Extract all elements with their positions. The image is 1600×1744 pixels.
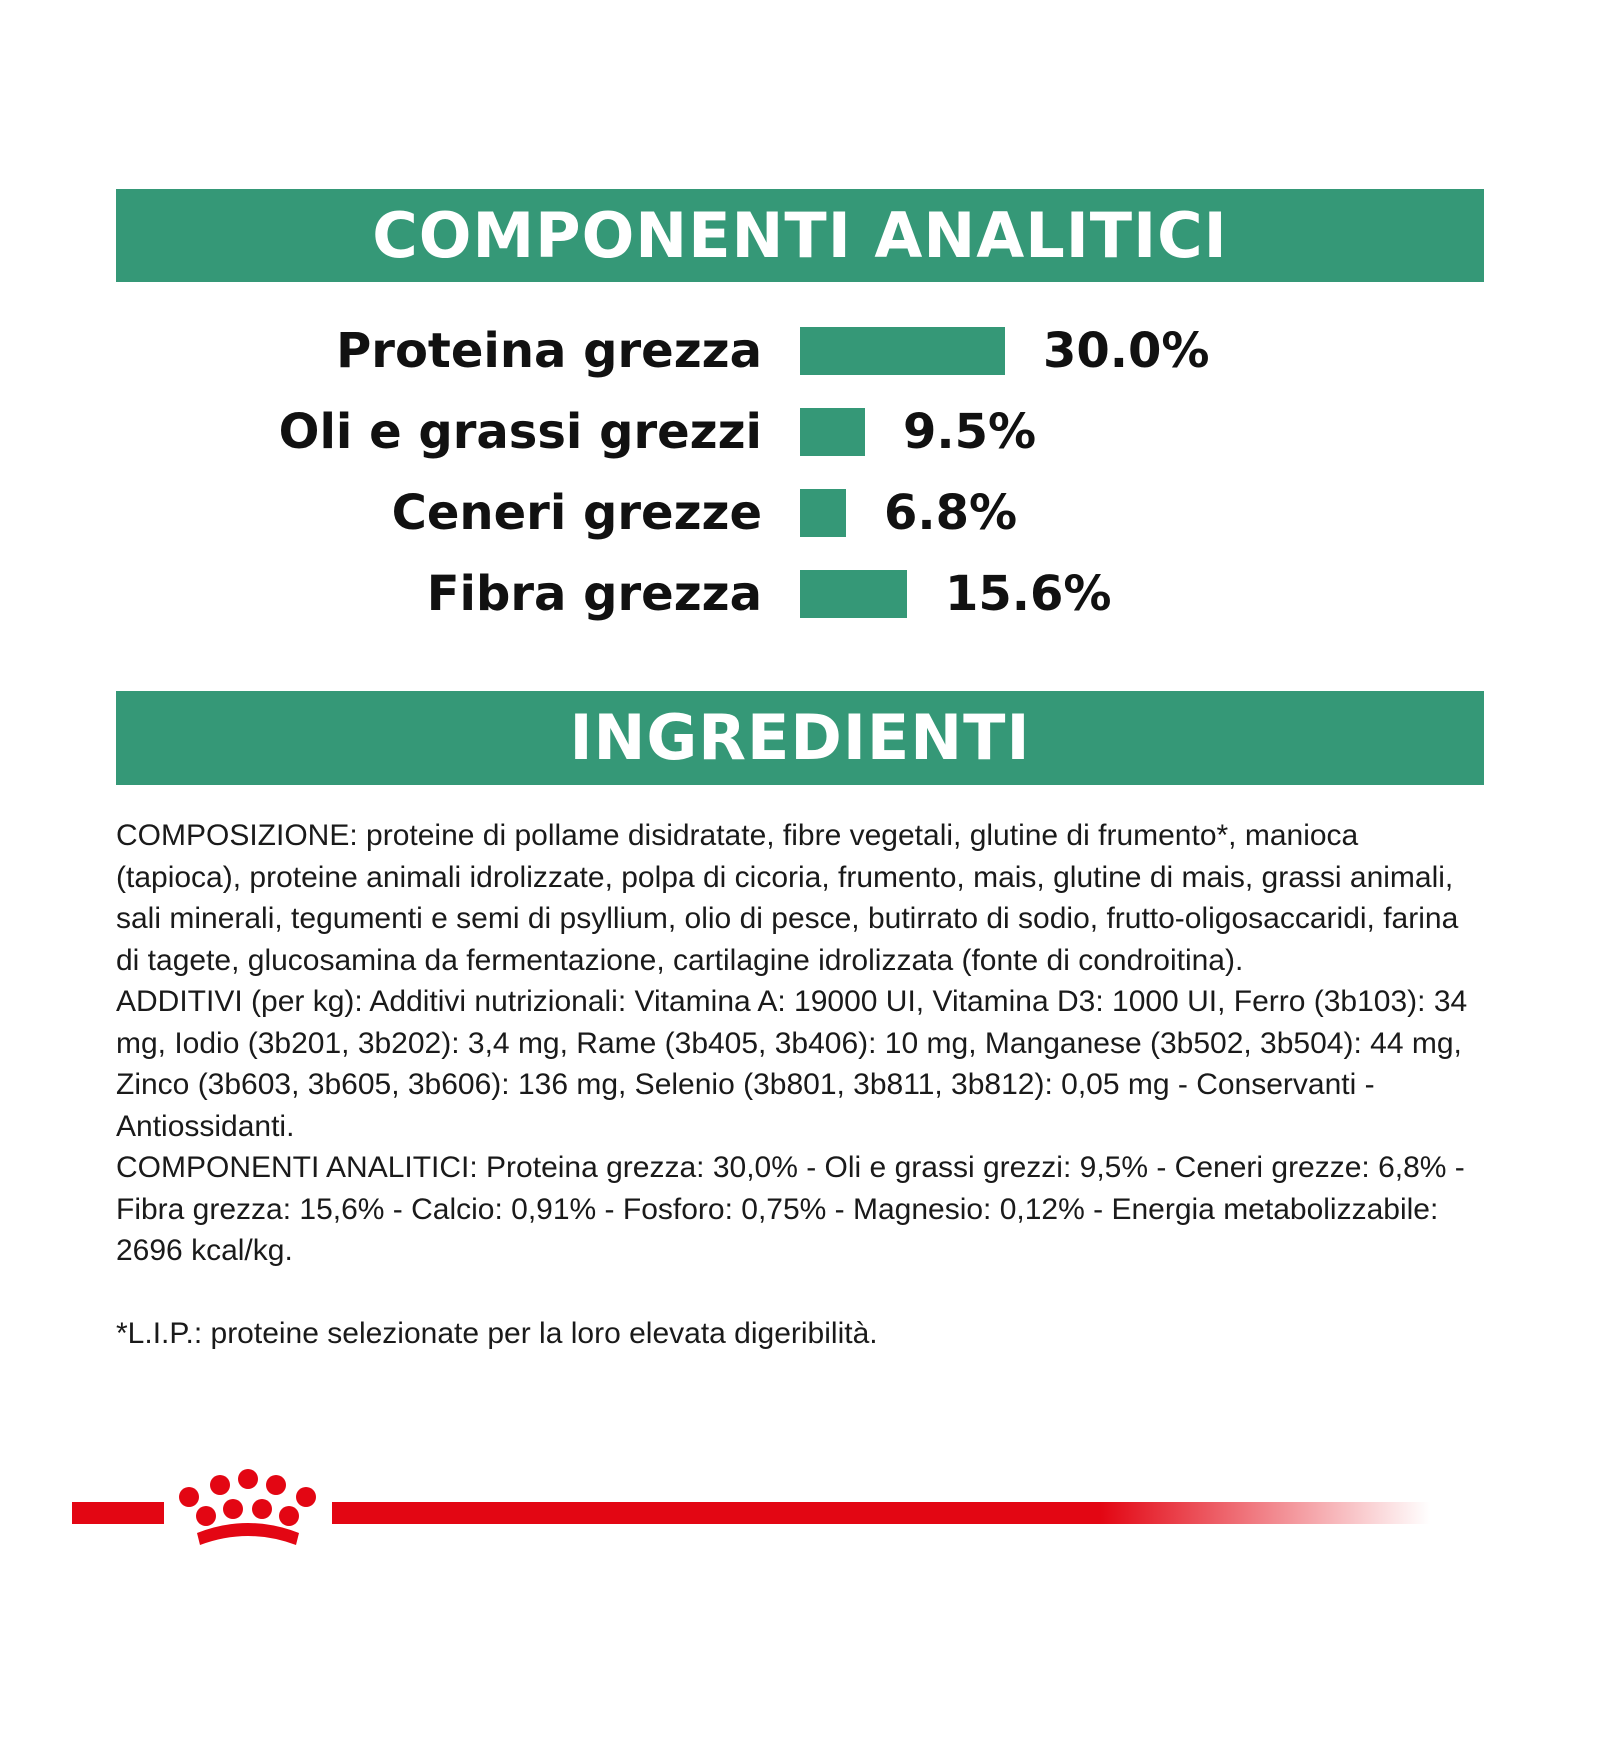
red-stripe-right xyxy=(332,1502,1430,1524)
analytic-components-text: COMPONENTI ANALITICI: Proteina grezza: 30,0% - Oli e grassi grezzi: 9,5% - Ceneri grezze: 6,8% - Fibra grezza: 15,6% - Calcio: 0,91% - Fosforo: 0,75% - Magnesio: 0,12% - Energia metabolizzabile: 2696 kcal/kg. xyxy=(116,1151,1465,1267)
bar-value-label: 9.5% xyxy=(903,404,1037,460)
bar xyxy=(800,570,907,618)
analytic-bar-chart xyxy=(0,0,1600,700)
bar xyxy=(800,408,865,456)
crown-icon xyxy=(179,1469,316,1545)
analytic-section-title: COMPONENTI ANALITICI xyxy=(116,189,1484,282)
bar-value-label: 15.6% xyxy=(945,566,1112,622)
additives-text: ADDITIVI (per kg): Additivi nutrizionali: Vitamina A: 19000 UI, Vitamina D3: 1000 UI, Ferro (3b103): 34 mg, Iodio (3b201, 3b202): 3,4 mg, Rame (3b405, 3b406): 10 mg, Manganese (3b502, 3b504): 44 mg, Zinco (3b603, 3b605, 3b606): 136 mg, Selenio (3b801, 3b811, 3b812): 0,05 mg - Conservanti - Antiossidanti. xyxy=(116,985,1468,1143)
bar-label: Oli e grassi grezzi xyxy=(278,404,762,460)
bar-label: Proteina grezza xyxy=(336,323,762,379)
bar xyxy=(800,489,846,537)
composition-text: COMPOSIZIONE: proteine di pollame disidratate, fibre vegetali, glutine di frumento*, manioca (tapioca), proteine animali idrolizzate, polpa di cicoria, frumento, mais, glutine di mais, grassi animali, sali minerali, tegumenti e semi di psyllium, olio di pesce, butirrato di sodio, frutto-oligosaccaridi, farina di tagete, glucosamina da fermentazione, cartilagine idrolizzata (fonte di condroitina). xyxy=(116,819,1459,977)
bar-value-label: 6.8% xyxy=(884,485,1018,541)
ingredients-section-title: INGREDIENTI xyxy=(116,691,1484,785)
bar-value-label: 30.0% xyxy=(1043,323,1210,379)
red-stripe-left xyxy=(72,1502,164,1524)
bar xyxy=(800,327,1005,375)
ingredients-text-block xyxy=(116,815,1486,1354)
bar-label: Fibra grezza xyxy=(426,566,762,622)
footnote-text: *L.I.P.: proteine selezionate per la loro elevata digeribilità. xyxy=(116,1316,878,1350)
bar-label: Ceneri grezze xyxy=(391,485,762,541)
brand-footer-bar xyxy=(0,1455,1600,1565)
